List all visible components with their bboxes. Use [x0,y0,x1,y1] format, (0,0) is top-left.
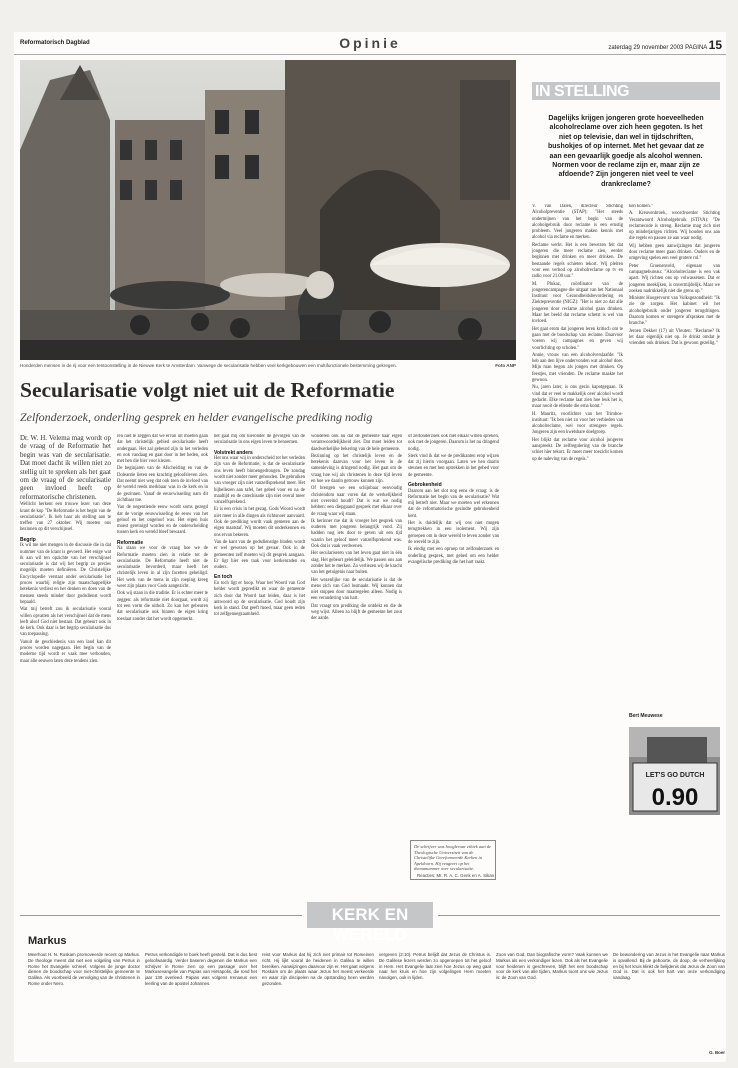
article-lead: Dr. W. H. Velema mag wordt op de vraag of de Reformatie het begin was van de secularisatie. Dat moet dacht ik willen niet zo stellig uit te spreken als het gaat om de vraag of de secularisatie geen invloed heeft op reformatorische christenen. [20,434,111,501]
street-scene-image [20,60,516,360]
subheading: Volstrekt anders [214,449,253,456]
paragraph: Ik wil me niet mengen in de discussie die in dat nummer van de krant is gevoerd. Het enige wat ik aan wil ten opzichte van het verschijnsel secularisatie is dat wij het begrip zo precies mogelijk moeten definiëren. De Christelijke Encyclopedie verstaat onder secularisatie het proces waarbij religie zijn maatschappelijke betekenis verliest en het denken en doen van de mensen steeds minder door godsdienst wordt bepaald. [20,543,111,605]
subheading: En toch [214,574,233,581]
paragraph: Meerhout H. N. Roskam promoveerde recent op Markus. De theologe meent dat niet een volgeling van Petrus in Rome het Evangelie schreef. Volgens de jonge doctor dienen de boodschap voor niet-christelijke gemeente te Galilea. Als voorbeeld de vervolging van de christenen in Rome onder Nero. [28,952,140,986]
banner-rule-right [438,915,720,916]
paragraph: Nu, jaren later, is ons gezin kapotgegaan. Ik vind dat er veel te makkelijk over alcohol wordt gedacht. Elke reclame laat zien hoe leuk het is, maar nooit de ellende die erna komt." [532,385,623,410]
kerk-signature: G. Boer [709,1050,725,1056]
paragraph: H. Mauritz, voorlichter van het Trimbos-instituut: "Ik ben niet zo voor het verbieden van alcoholreclame, wel voor strengere regels. Jongeren zijn een kwetsbare doelgroep. [532,411,623,436]
article-column-2 [117,434,208,880]
paragraph: Er is een crisis in het gezag. Gods Woord wordt niet meer in alle dingen als richtsnoer aanvaard. Ook de prediking wordt vaak gemeten aan de eigen maatstaf. Wij moeten dit onderkennen en ons ervan bekeren. [214,507,305,538]
paragraph: Jeroen Dekker (17) uit Vleuten: "Reclame? Ik let daar eigenlijk niet op. Je drinkt omdat je vrienden ook drinken. Dat is gewoon gezellig." [629,328,720,347]
paragraph: vergeven (2:10). Petrus belijdt dat Jezus de Christus is. De Galilese lezers werden zo opgeroepen tot het geloof in Hem. Het Evangelie laat zien hoe Jezus op weg gaat naar het kruis en hoe zijn volgelingen Hem moeten navolgen, ook in lijden. [379,952,491,981]
kerk-column-1 [28,952,140,1056]
paragraph: Het gaat erom dat jongeren leren kritisch om te gaan met de boodschap van reclame. Daarvoor voeren wij campagnes en geven wij voorlichting op scholen." [532,326,623,351]
paragraph: A. Kreuvenbroek, woordvoerder Stichting Verantwoord Alcoholgebruik (STIVA): "De reclamecode is streng. Reclame mag zich niet op minderjarigen richten. Wij houden ons aan die regels en passen ze aan waar nodig. [629,211,720,242]
paragraph: of zelfonderzoek ook met elkaar willen spreken, ook met de jongeren. Daarom is het nu dringend nodig. [408,434,499,452]
paragraph: V. van Dalen, directeur Stichting Alcoholpreventie (STAP): "Het steeds ondermijnen van het begin van de alcoholgebruik door reclame is een ernstig probleem. Veel jongeren maken kennis met alcohol via reclame en merken. [532,204,623,241]
newspaper-name: Reformatorisch Dagblad [20,40,90,46]
page-header [14,32,726,55]
paragraph: Het seculariseren van het leven gaat niet in één slag. Het gebeurt geleidelijk. We passen ons aan zonder het te merken. Zo verliezen wij de kracht van het getuigenis naar buiten. [311,551,402,576]
paragraph: Daarom aan het slot nog eens de vraag: is de Reformatie het begin van de secularisatie? Wat mij betreft niet. Maar we moeten wel erkennen dat de reformatorische gezindte gebrokenheid kent. [408,488,499,519]
kerk-column-3 [262,952,374,1056]
paragraph: Ook wij staan in die traditie. Er is echter meer te zeggen: als reformatie niet doorgaat, wordt zij tot een vorm die uitholt. Zo kan het gebeuren dat secularisatie ook binnen de eigen kring toeslaat zonder dat het wordt opgemerkt. [117,591,208,622]
kerk-column-6 [613,952,725,1056]
in-stelling-logo [532,80,720,102]
paragraph: ren niet te zeggen dat we ervan uit moeten gaan dat het christelijk gebied secularisatie heeft ondergaan. Het zal gebeurd zijn in het verleden en ook vandaag en gaat door in het heden, ook met hen die hier voor kiezen. [117,434,208,465]
paragraph: Van de negentiende eeuw wordt soms gezegd dat de vorige eeuwwisseling de eeuw van het geloof en het ongeloof was. Het eigen huis moest gereinigd worden en de onderscheiding tussen kerk en wereld bleef bewaard. [117,505,208,536]
paragraph: Sterk vind ik dat we de predikanten erop wijzen dat zij hierin voorgaan. Laten we hen daarin steunen en met hen optrekken in het gebed voor de gemeente. [408,453,499,478]
paragraph: Zoon van God. Dan biografische vorm? Vaak kunnen we Markus als een verkondiger lezen. Ook als het Evangelie voor heidenen is geschreven, blijft het een boodschap voor de kerk van alle tijden. Markus toont ons wie Jezus is: de Zoon van God. [496,952,608,981]
article-column-1 [20,434,111,880]
page-number: 15 [708,38,722,52]
paragraph: het gaat mij om hieronder de gevolgen van de secularisatie in ons eigen leven te benoemen. [214,434,305,446]
kerk-column-2 [145,952,257,1056]
kerk-column-4 [379,952,491,1056]
paragraph: Het is duidelijk dat wij ons niet mogen terugtrekken in een isolement. Wij zijn geroepen om in deze wereld te leven zonder van de wereld te zijn. [408,521,499,545]
paragraph: reist voor Markus dat hij zich niet primair tot Romeinen richt. Hij lijkt vooral de heidenen in Galilea te willen bereiken. Aanwijzingen daarvoor zijn er. Het gaat volgens Roskam om de plaats waar Jezus het meest verkeerde en waar zijn discipelen na de opstanding heen werden gezonden. [262,952,374,986]
paragraph: Na staan we voor de vraag hoe we de Reformatie moeten zien in relatie tot de secularisatie. De Reformatie heeft niet de secularisatie bevorderd, maar heeft het christelijk leven in al zijn facetten geheiligd. Het werk van de mens in zijn roeping kreeg weer zijn plaats voor Gods aangezicht. [117,546,208,590]
article-headline: Secularisatie volgt niet uit de Reformatie [20,378,395,402]
paragraph: Het ons waar wij in onderscheid tot het verleden zijn van de Reformatie, is dat de secularisatie ons leven heeft binnengedrongen. De zondag wordt niet zonder meer gehouden. De gebruiken van vroeger zijn niet vanzelfsprekend meer. Het bijbellezen aan tafel, het gebed voor en na de maaltijd en de catechisatie zijn niet overal meer vanzelfsprekend. [214,456,305,506]
paragraph: Wat mij betreft zou ik secularisatie vooral willen opvatten als het verschijnsel dat de mens leeft alsof God niet bestaat. Dat gebeurt ook in de kerk. Ook daar is het begrip secularisatie dus van toepassing. [20,607,111,638]
paragraph: En toch ligt er hoop. Waar het Woord van God helder wordt gepredikt en waar de gemeente zich door dat Woord laat leiden, daar is het antwoord op de secularisatie. God houdt zijn kerk in stand. Dat geeft moed, maar geen reden tot zelfgenoegzaamheid. [214,580,305,618]
subheading: Gebrokenheid [408,482,442,489]
in-stelling-column-2 [629,204,720,709]
paragraph: M. Plukaz, coördinator van de jongerencampagne die uitgaat van het Nationaal Instituut voor Gezondheidsbevordering en Ziektepreventie (NIGZ): "Het is niet zo dat alle jongeren door reclame alcohol gaan drinken. Maar het beeld dat reclame schetst is wel van invloed. [532,281,623,325]
paragraph: Annie, vrouw van een alcoholverslaafde: "Ik heb aan den lijve ondervonden wat alcohol doet. Mijn man begon als jongen met drinken. Op feestjes, met vrienden. De reclame maakte het gewoon. [532,352,623,384]
paragraph: Het wezenlijke van de secularisatie is dat de mens zich van God losmaakt. Wij kunnen dat niet stoppen door maatregelen alleen. Nodig is een verandering van hart. [311,577,402,602]
paragraph: Bezinning op het christelijk leven en de betekenis daarvan voor het leven in de samenleving is dringend nodig. Het gaat om de vraag hoe wij als christenen in deze tijd leven en hoe we daarin getrouw kunnen zijn. [311,453,402,485]
subheading: Begrip [20,536,36,543]
kerk-en-wereld-title: KERK EN WERELD [331,905,409,944]
in-stelling-statement: Dagelijks krijgen jongeren grote hoeveelheden alcoholreclame over zich heen gegoten. Is het niet op televisie, dan wel in tijdschriften, bushokjes of op internet. Met het gevaar dat ze aan een gevaarlijk goedje als alcohol wennen. Normen voor de reclame zijn er, maar zijn ze afdoende? Zijn jongeren niet veel te veel drankreclame? [548,115,704,188]
in-stelling-column-1 [532,204,623,888]
paragraph: Dat vraagt om prediking die ontdekt en die de weg wijst. Alleen zo blijft de gemeente het zout der aarde. [311,603,402,622]
paragraph: Ik eindig met een oproep tot zelfonderzoek en onderling gesprek, met gebed om een helder evangelische prediking die het hart raakt. [408,547,499,565]
date-text: zaterdag 29 november 2003 [608,45,684,51]
page-label: PAGINA [685,45,707,51]
article-column-4 [311,434,402,880]
paragraph: Het blijkt dat reclame voor alcohol jongeren aanspreekt. De zelfregulering van de branche schiet hier tekort. Er moet meer toezicht komen op de naleving van de regels." [532,437,623,462]
paragraph: Wellicht herkent een trouwe lezer van deze krant de kop "De Reformatie is het begin van de secularisatie". Ik heb haar als stelling aan te treffen van 27 oktober. Wij moeten ons bezinnen op dit verschijnsel. [20,502,111,533]
article-column-3 [214,434,305,880]
paragraph: Reclame werkt. Het is een bewezen feit dat jongeren die meer reclame zien, eerder beginnen met drinken en meer drinken. De bestaande regels schieten tekort. Wij pleiten voor een verbod op alcoholreclame op tv en radio voor 21.00 uur." [532,242,623,280]
kerk-en-wereld-logo [307,902,433,944]
article-subhead: Zelfonderzoek, onderling gesprek en helder evangelische prediking nodig [20,410,373,424]
paragraph: De beginjaren van de Afscheiding en van de Doleantie lieten een krachtig geloofsleven zien. Dat neemt niet weg dat ook toen de invloed van de wereld reeds merkbaar was in de kerk en in de gezinnen. Vanaf de eeuwwisseling nam dit zichtbaar toe. [117,466,208,503]
photo-caption [20,363,516,368]
paragraph: Vanuit de geschiedenis van een land kan dit proces worden nagegaan. Het begin van de moderne tijd wordt er vaak mee verbonden, maar alle eeuwen laten deze tendens zien. [20,639,111,664]
author-signature: Reacties: Mr. R. A. C. Genk en A. Sikan [417,873,495,879]
article-column-5 [408,434,499,836]
banner-rule-left [20,915,302,916]
kerk-column-5 [496,952,608,1056]
paragraph: wonderen ook nu dat de gemeente haar eigen verantwoordelijkheid ziet. Dat moet leiden tot daadwerkelijke bekering van de hele gemeente. [311,434,402,452]
paragraph: Of brengen we een schijnbaar eenvoudig christendom naar voren dat de werkelijkheid niet overeind houdt? Dat is wat we nodig hebben: een diepgaand gesprek met elkaar over de vraag waar wij staan. [311,486,402,517]
paragraph: Van de kant van de godsdienstige bladen wordt er wel gewezen op het gevaar. Ook in de gemeenten zelf moeten wij dit gesprek aangaan. Er ligt hier een taak voor kerkenraden en ouders. [214,539,305,571]
paragraph: Petrus verkondigde te boek heeft gesteld. Dat is dus best geloofwaardig. Verder baseren degenen die Markus een schrijver in Rome zien op een passage over het Markusevangelie van Papias van Hiërapolis, die rond het jaar 130 overleed. Papias was volgens Irenaeus een leerling van de apostel Johannes. [145,952,257,986]
subheading: Reformatie [117,539,144,546]
paragraph: Minister Hoogervorst van Volksgezondheid: "Ik zie de zorgen. Het kabinet wil het alcoholgebruik onder jongeren terugdringen. Daarom komen er strengere afspraken met de branche." [629,296,720,327]
paragraph: De bewondering van Jezus in het Evangelie naar Markus is opvallend. Bij de geboorte, de doop, de verheerlijking en bij het kruis klinkt de belijdenis dat Jezus de Zoon van God is. Dat is ook het hart van onze verkondiging vandaag. [613,952,725,981]
author-info-box [410,840,496,880]
photo-credit: Foto ANP [495,363,516,368]
gas-price-sign-image [629,727,720,815]
paragraph: ken komen." [629,204,653,209]
in-stelling-title: IN STELLING [535,83,630,100]
main-photo [20,60,516,360]
paragraph: Peter Groenenveld, eigenaar van campagnebureau: "Alcoholreclame is een vak apart. Wij richten ons op volwassenen. Dat er jongeren meekijken, is onvermijdelijk. Maar we zoeken nadrukkelijk niet die grens op." [629,263,720,294]
page-date [608,38,722,52]
markus-title: Markus [28,935,67,947]
side-photo [629,727,720,815]
sign-price: 0.90 [651,784,699,811]
paragraph: Wij hebben geen aanwijzingen dat jongeren door reclame meer gaan drinken. Ouders en de omgeving spelen een veel grotere rol." [629,243,720,262]
caption-text: Honderden mensen in de rij voor een tentoonstelling in de Nieuwe Kerk te Amsterdam. Vanwege de secularisatie hebben veel kerkgebouwen een multifunctionele bestemming gekregen. [20,363,397,368]
author-info-text: De schrijver was hoogleraar ethiek aan de Theologische Universiteit van de Christelijke Gereformeerde Kerken in Apeldoorn. Hij reageert op het themanummer over secularisatie. [414,844,491,872]
newspaper-page [14,32,726,1062]
section-title: Opinie [339,35,401,51]
columnist-name: Bert Meuwese [629,713,663,719]
paragraph: Ik herinner me dat ik vroeger het gesprek van ouderen met jongeren belangrijk vond. Zij hadden nog iets door te geven uit een tijd waarin het geloof meer vanzelfsprekend was. Ook dat is vaak verdwenen. [311,518,402,550]
sign-text: LET'S GO DUTCH [645,772,705,779]
